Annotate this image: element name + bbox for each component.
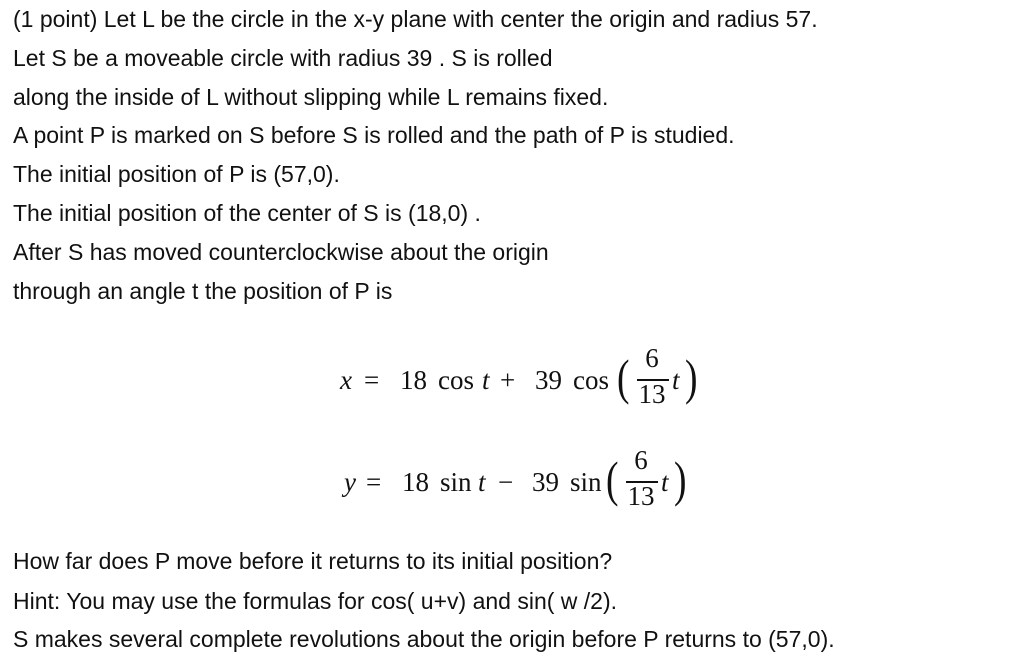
problem-line-5: The initial position of P is (57,0). [13,161,340,187]
equation-y [344,447,724,517]
problem-line-4: A point P is marked on S before S is rolled and the path of P is studied. [13,122,735,148]
question-line-1: How far does P move before it returns to its initial position? [13,548,613,574]
equation-y-coef2: 39 [532,467,559,497]
problem-line-1: (1 point) Let L be the circle in the x-y plane with center the origin and radius 57. [13,6,818,32]
equation-x-var2: t [672,365,680,395]
problem-line-8: through an angle t the position of P is [13,278,393,304]
equation-y-func2: sin [570,467,602,497]
equation-x-func2: cos [573,365,609,395]
problem-line-2: Let S be a moveable circle with radius 39 . S is rolled [13,45,553,71]
equation-y-equals: = [366,467,382,497]
equation-y-right-paren: ) [674,451,687,507]
equation-y-op: − [498,467,514,497]
equation-x-lhs: x [340,365,352,395]
question-line-3: S makes several complete revolutions about the origin before P returns to (57,0). [13,626,835,652]
equation-x-func1: cos [438,365,474,395]
equation-y-var1: t [478,467,486,497]
equation-x-equals: = [364,365,380,395]
equation-x-numerator: 6 [645,343,659,373]
equation-y-denominator: 13 [627,481,655,511]
equation-y-numerator: 6 [634,445,648,475]
problem-line-6: The initial position of the center of S is (18,0) . [13,200,481,226]
equation-x-var1: t [482,365,490,395]
equation-x-right-paren: ) [685,349,698,405]
equation-y-func1: sin [440,467,472,497]
equation-x [340,345,720,415]
equation-x-coef2: 39 [535,365,562,395]
equation-x-op: + [500,365,516,395]
equation-x-denominator: 13 [638,379,666,409]
equation-x-left-paren: ( [617,349,630,405]
question-line-2: Hint: You may use the formulas for cos( u+v) and sin( w /2). [13,588,618,614]
equation-y-lhs: y [344,467,356,497]
equation-y-left-paren: ( [606,451,619,507]
problem-line-7: After S has moved counterclockwise about the origin [13,239,549,265]
equation-x-coef1: 18 [400,365,427,395]
problem-line-3: along the inside of L without slipping while L remains fixed. [13,84,609,110]
equation-y-var2: t [661,467,669,497]
equation-y-coef1: 18 [402,467,429,497]
